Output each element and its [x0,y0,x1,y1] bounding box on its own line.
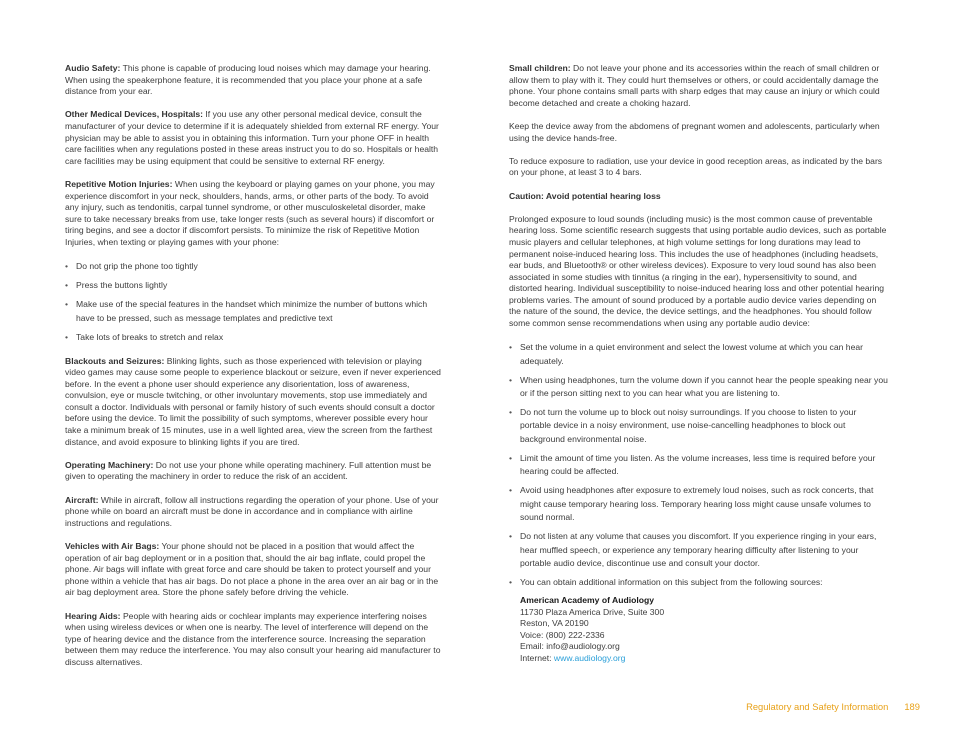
contact-address-2: Reston, VA 20190 [520,618,589,629]
repetitive-motion-label: Repetitive Motion Injuries: [65,178,173,189]
repetitive-motion-text: When using the keyboard or playing games on your phone, you may experience discomfort in your neck, shoulders, hands, arms, or other parts of the body. To avoid any injury, such as tendonitis, carpal tunnel syndrome, or other musculoskeletal disorder, make sure to take necessary breaks from use, take longer rests (such as several hours) if discomfort or tiring begins, and see a doctor if discomfort persists. To minimize the risk of Repetitive Motion Injuries, when texting or playing games with your phone: [65,178,435,247]
prolonged-exposure-paragraph: Prolonged exposure to loud sounds (including music) is the most common cause of preventable hearing loss. Some scientific research suggests that using portable audio devices, such as portable music players and cellular telephones, at high volume settings for long durations may lead to permanent noise-induced hearing loss. This includes the use of headphones (including headsets, ear buds, and Bluetooth® or other wireless devices). Exposure to very loud sound has also been associated in some studies with tinnitus (a ringing in the ear), hypersensitivity to sound, and distorted hearing. Individual susceptibility to noise-induced hearing loss and other potential hearing problems varies. The amount of sound produced by a portable audio device varies depending on the nature of the sound, the device, the device settings, and the headphones. You should follow some common sense recommendations when using any portable audio device: [509,213,887,329]
list-item: • Do not listen at any volume that causes you discomfort. If you experience ringing in your ears, hear muffled speech, or experience any temporary hearing difficulty after listening to your portable audio device, discontinue use and consult your doctor. [509,530,889,570]
contact-internet-label: Internet: [520,652,554,663]
air-bags-label: Vehicles with Air Bags: [65,541,160,551]
medical-devices-paragraph [65,109,444,167]
list-item: • Avoid using headphones after exposure to extremely loud noises, such as rock concerts, that might cause temporary hearing loss. Temporary hearing loss might cause unsafe volumes to sound normal. [509,484,889,524]
blackouts-text: Blinking lights, such as those experienced with television or playing video games may cause some people to experience blackout or seizure, even if never experienced before. In the event a phone user should experience any disorientation, loss of awareness, convulsion, eye or muscle twitching, or other involuntary movements, stop use immediately and consult a doctor. Individuals with personal or family history of such events should consult a doctor before using the device. To limit the possibility of such symptoms, wherever possible every hour take a minimum break of 15 minutes, use in a well lighted area, view the screen from the farthest distance, and avoid exposure to blinking lights if you are tired. [65,355,441,447]
small-children-paragraph [509,63,889,109]
list-item: • You can obtain additional information on this subject from the following sources: [509,576,889,589]
repetitive-motion-paragraph [65,179,444,249]
list-item: • Set the volume in a quiet environment and select the lowest volume at which you can hear adequately. [509,341,889,368]
blackouts-label: Blackouts and Seizures: [65,355,165,366]
audio-safety-paragraph [65,63,444,98]
list-item: • Do not grip the phone too tightly [65,260,444,273]
contact-org: American Academy of Audiology [520,594,655,605]
medical-devices-text: If you use any other personal medical device, consult the manufacturer of your device to determine if it is adequately shielded from external RF energy. Your physician may be able to assist you in obtaining this information. Turn your phone OFF in health care facilities when any regulations posted in these areas instruct you to do so. Hospitals or health care facilities may be using equipment that could be sensitive to external RF energy. [65,109,439,166]
air-bags-paragraph [65,541,444,599]
left-column [65,63,444,680]
contact-email: Email: info@audiology.org [520,641,620,652]
small-children-text: Do not leave your phone and its accessories within the reach of small children or allow them to play with it. They could hurt themselves or others, or could accidentally damage the phone. Your phone contains small parts with sharp edges that may cause an injury or which could become detached and create a choking hazard. [509,63,880,108]
footer-section-title: Regulatory and Safety Information [746,701,889,712]
list-item: • Limit the amount of time you listen. As the volume increases, less time is required before your hearing could be affected. [509,452,889,479]
hearing-recommendations-list [509,341,889,589]
aircraft-label: Aircraft: [65,494,99,505]
small-children-label: Small children: [509,63,571,73]
audiology-link[interactable]: www.audiology.org [553,652,626,663]
machinery-paragraph [65,460,444,483]
audio-safety-text: This phone is capable of producing loud noises which may damage your hearing. When using the speakerphone feature, it is recommended that you place your phone at a safe distance from your ear. [65,63,431,97]
machinery-label: Operating Machinery: [65,459,154,470]
page-number: 189 [904,701,920,712]
page-footer [746,701,920,712]
list-item: • Do not turn the volume up to block out noisy surroundings. If you choose to listen to your portable device in a noisy environment, use noise-cancelling headphones to block out background environmental noise. [509,406,889,446]
contact-internet [520,653,889,665]
contact-voice: Voice: (800) 222-2336 [520,629,605,640]
radiation-paragraph: To reduce exposure to radiation, use your device in good reception areas, as indicated by the bars on your phone, at least 3 to 4 bars. [509,155,883,178]
hearing-aids-paragraph [65,611,444,669]
pregnant-paragraph: Keep the device away from the abdomens of pregnant women and adolescents, particularly when using the device hands-free. [509,120,880,143]
aircraft-text: While in aircraft, follow all instructions regarding the operation of your phone. Use of your phone while on board an aircraft must be done in accordance and in compliance with airline instructions and regulations. [65,494,439,528]
blackouts-paragraph [65,356,444,449]
contact-address-1: 11730 Plaza America Drive, Suite 300 [520,606,665,617]
aircraft-paragraph [65,495,444,530]
audio-safety-label: Audio Safety: [65,63,121,73]
list-item: • Press the buttons lightly [65,279,444,292]
list-item: • Take lots of breaks to stretch and relax [65,331,444,344]
hearing-aids-label: Hearing Aids: [65,610,121,621]
hearing-aids-text: People with hearing aids or cochlear implants may experience interfering noises when using wireless devices or when one is nearby. The level of interference will depend on the type of hearing device and the distance from the interference source. Increasing the separation between them may reduce the interference. You may also consult your hearing aid manufacturer to discuss alternatives. [65,610,441,667]
air-bags-text: Your phone should not be placed in a position that would affect the operation of air bag deployment or in a position that, should the air bag inflate, could propel the phone. Air bags will inflate with great force and care should be taken to protect yourself and your phone within a vehicle that has air bags. Do not place a phone in the area over an air bag or in the air bag deployment area. Store the phone safely before driving the vehicle. [65,541,439,598]
list-item: • When using headphones, turn the volume down if you cannot hear the people speaking near you or if the person sitting next to you can hear what you are listening to. [509,374,889,401]
caution-heading: Caution: Avoid potential hearing loss [509,190,661,201]
repetitive-motion-list [65,260,444,344]
list-item: • Make use of the special features in the handset which minimize the number of buttons which have to be pressed, such as message templates and predictive text [65,298,444,325]
medical-devices-label: Other Medical Devices, Hospitals: [65,109,204,120]
machinery-text: Do not use your phone while operating machinery. Full attention must be given to operating the machinery in order to reduce the risk of an accident. [65,459,432,482]
right-column [509,63,889,664]
contact-block [520,595,889,665]
